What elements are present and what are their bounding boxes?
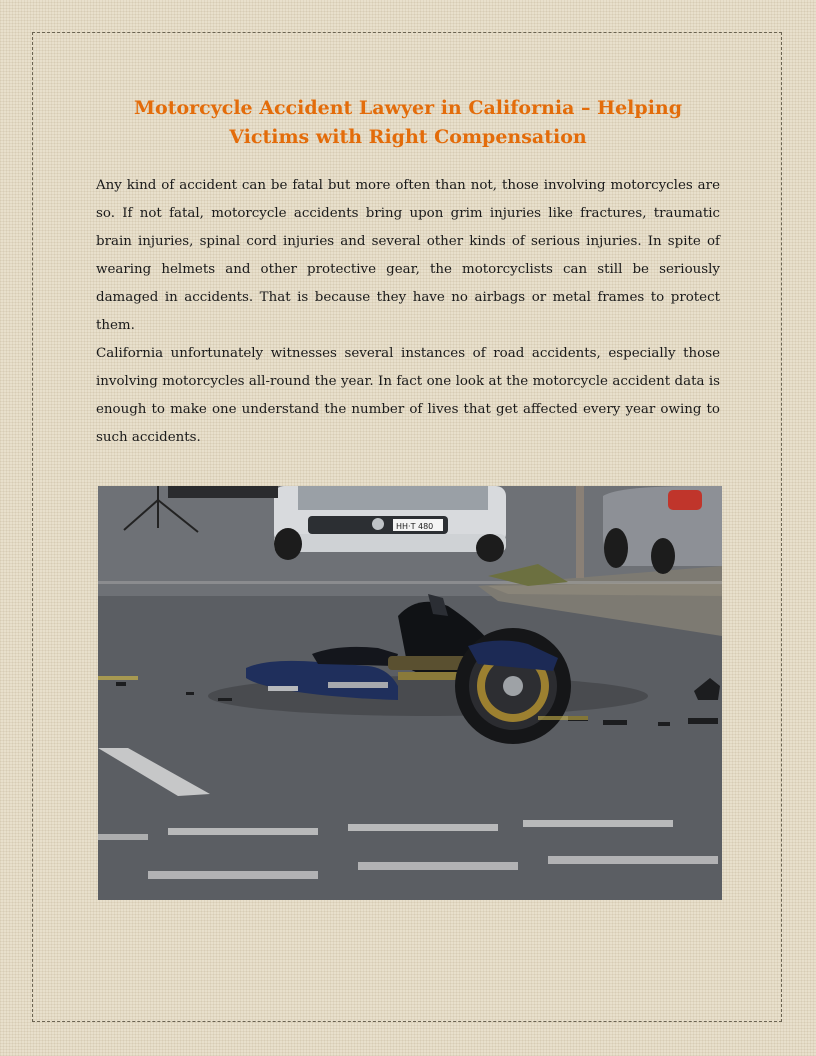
paragraph-intro: Any kind of accident can be fatal but more often than not, those involving motorcycles are so. If not fatal, motorcycle accidents bring upon grim injuries like fractures, traumatic brain injuries, spinal cord injuries and several other kinds of serious injuries. In spite of wearing helmets and other protective gear, the motorcyclists can still be seriously damaged in accidents. That is because they have no airbags or metal frames to protect them. (96, 178, 720, 333)
motorcycle-accident-photo (98, 486, 722, 900)
document-title: Motorcycle Accident Lawyer in California – Helping Victims with Right Compensation (133, 97, 683, 148)
van-shape (274, 486, 506, 562)
paragraph-california: California unfortunately witnesses several instances of road accidents, especially those involving motorcycles all-round the year. In fact one look at the motorcycle accident data is enough to make one understand the number of lives that get affected every year owing to such accidents. (96, 346, 720, 445)
car-shape (603, 486, 722, 574)
license-plate-text: HH·T 480 (396, 522, 434, 531)
photo-illustration (98, 486, 722, 900)
